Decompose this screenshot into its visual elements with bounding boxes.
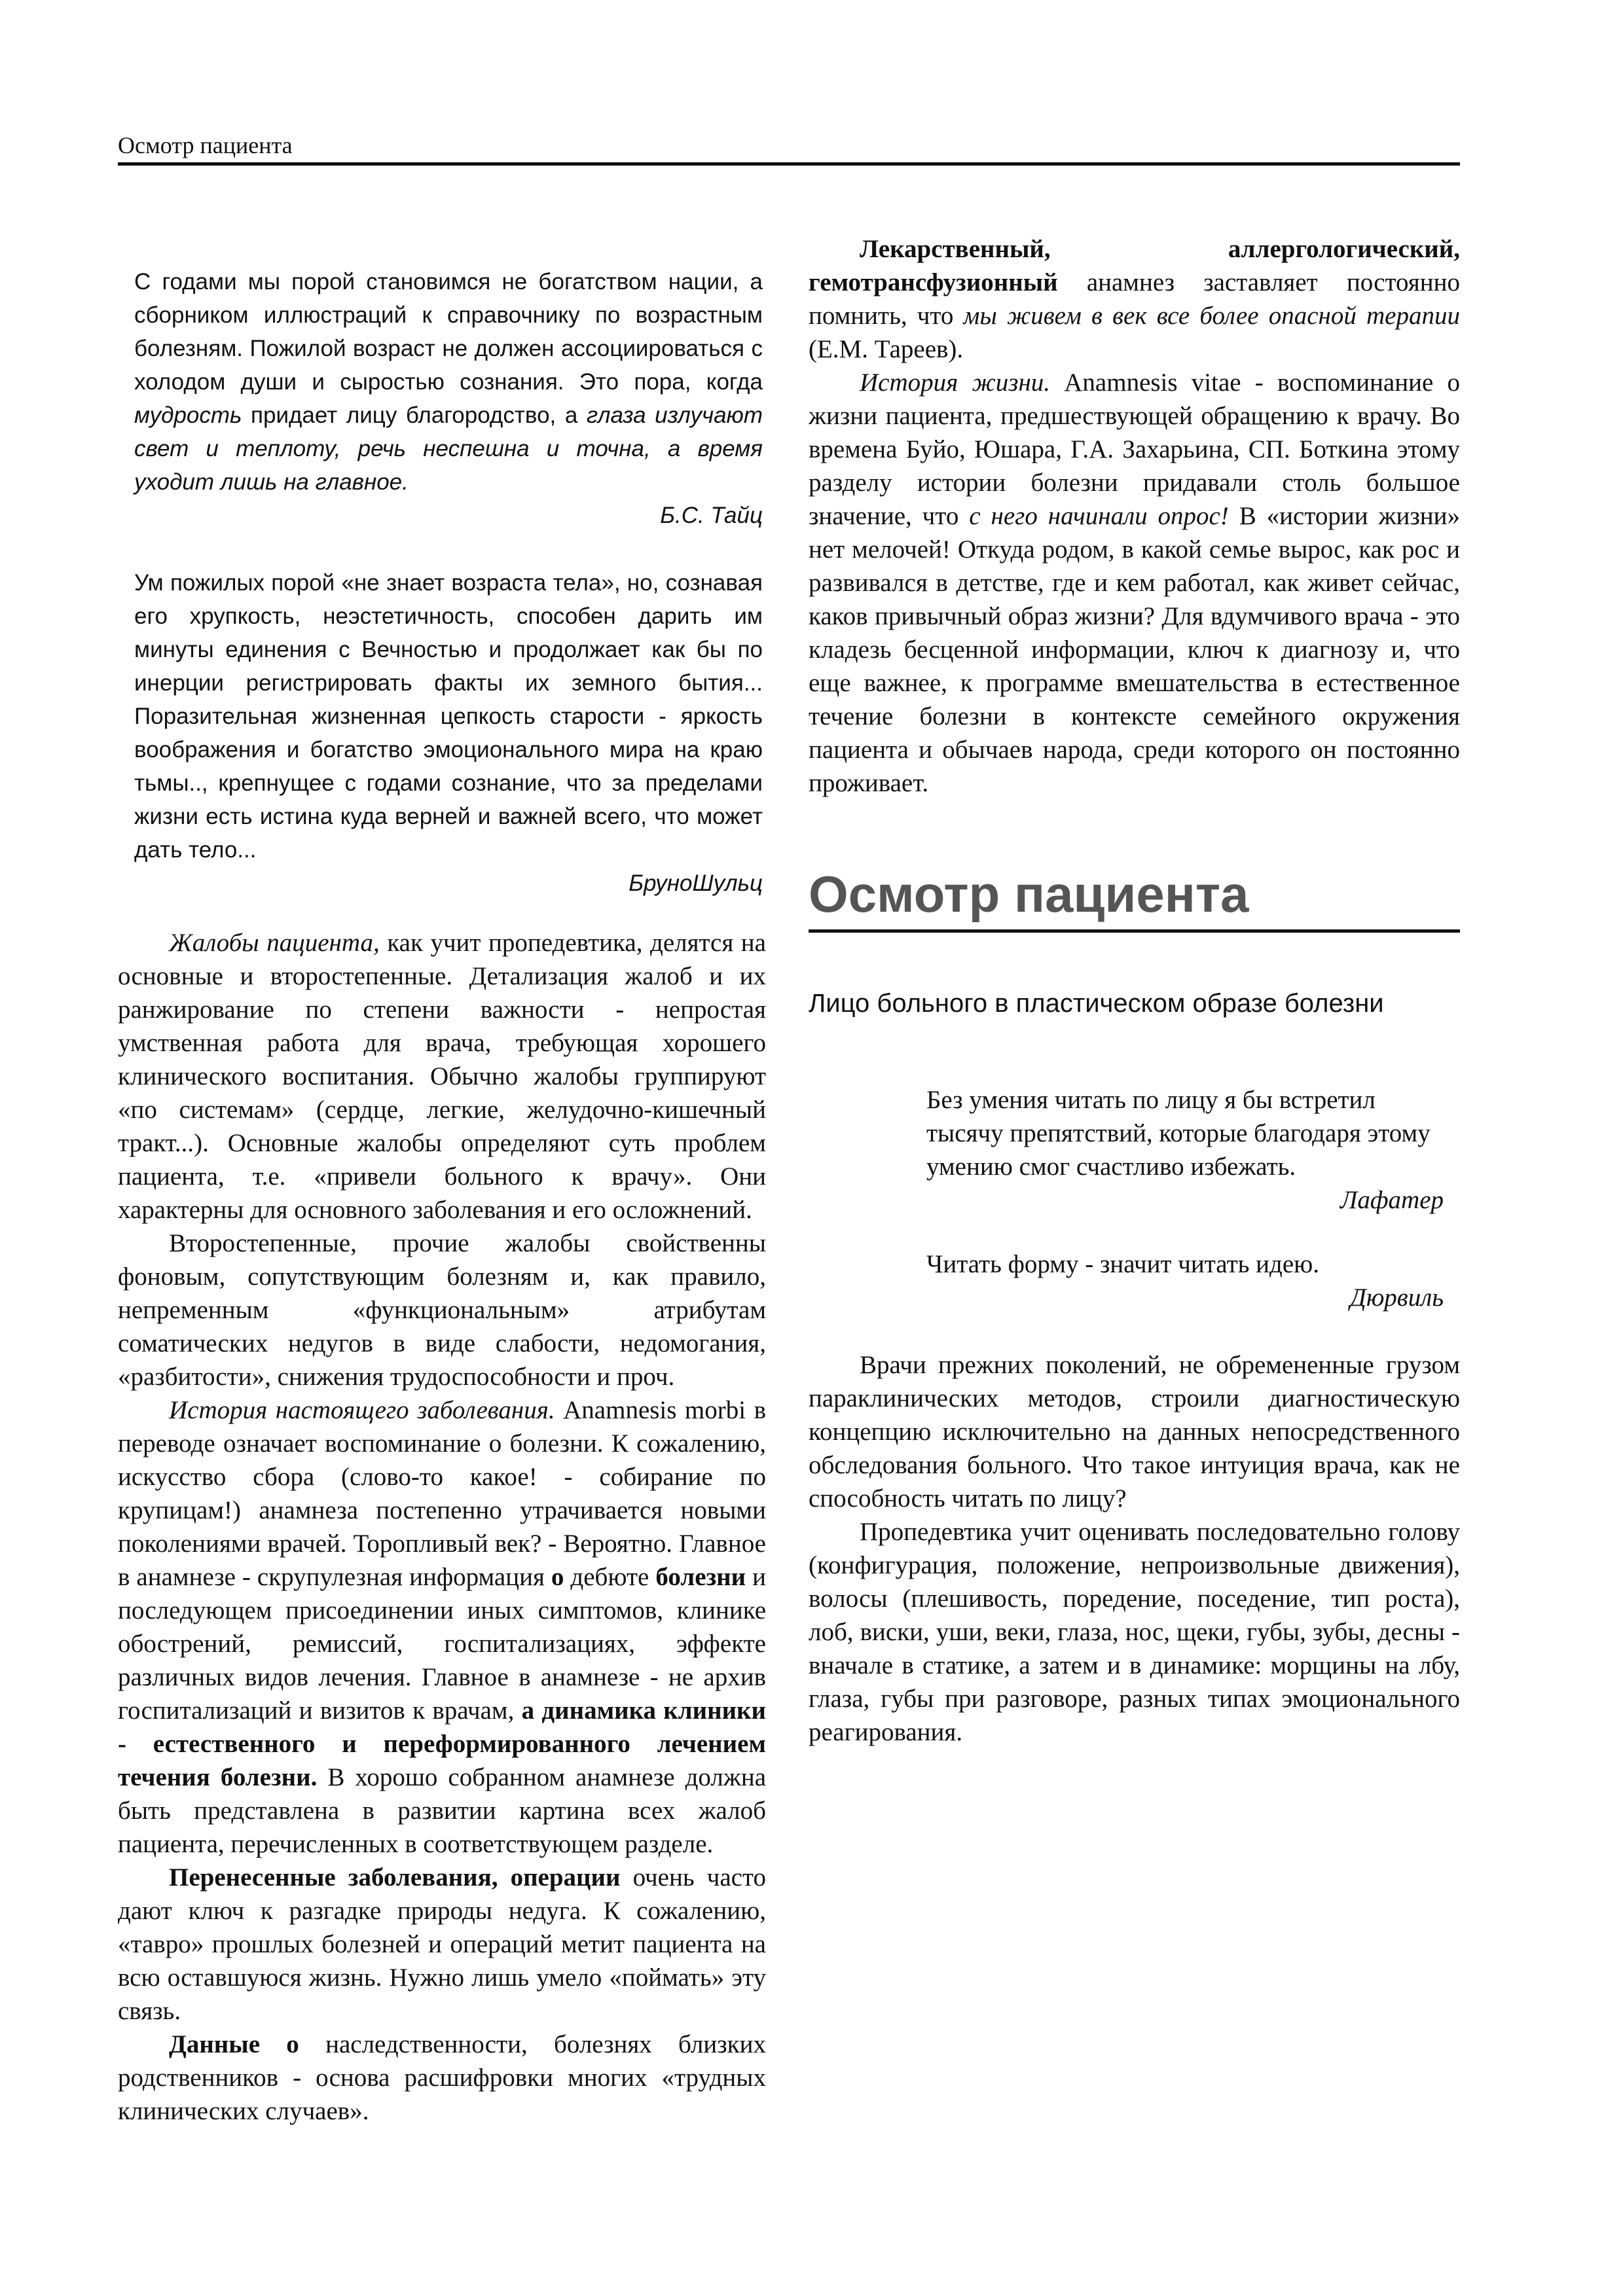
quote-2 (926, 1247, 1444, 1314)
right-body-top (809, 232, 1460, 800)
running-header (118, 131, 1460, 166)
present-illness-text: Anamnesis morbi в переводе означает воспоминание о болезни. К сожалению, искусство сбора (слово-то какое! - собирание по крупицам!) анамнеза постепенно утрачивается новыми поколениями врачей. Торопливый век? - Вероятно. Главное в анамнезе - скрупулезная информация (118, 1396, 766, 1591)
epigraph-1-part: придает лицу благородство, а (242, 403, 587, 428)
epigraph-1-part: С годами мы порой становимся не богатством нации, а сборником иллюстраций к справочнику по возрастным болезням. Пожилой возраст не должен ассоциироваться с холодом души и сыростью сознания. Это пора, когда (134, 269, 763, 395)
quote-1-author: Лафатер (1340, 1186, 1444, 1214)
drug-history-text: анамнез заставляет постоянно помнить, что (809, 268, 1460, 330)
epigraph-1-author: Б.С. Тайц (660, 503, 763, 528)
propedeutics-paragraph: Пропедевтика учит оценивать последовательно голову (конфигурация, положение, непроизвольные движения), волосы (плешивость, поредение, поседение, тип роста), лоб, виски, уши, веки, глаза, нос, щеки, губы, зубы, десны - вначале в статике, а затем и в динамике: морщины на лбу, глаза, губы при разговоре, разных типах эмоционального реагирования. (809, 1518, 1460, 1746)
drug-history-italic: мы живем в век все более опасной терапии (963, 302, 1460, 330)
present-illness-bold: о (551, 1563, 564, 1591)
present-illness-text: В хорошо собранном анамнезе должна быть представлена в развитии картина всех жалоб пациента, перечисленных в соответствующем разделе. (118, 1763, 766, 1858)
secondary-complaints-paragraph: Второстепенные, прочие жалобы свойственны фоновым, сопутствующим болезням и, как правило, непременным «функциональным» атрибутам соматических недугов в виде слабости, недомогания, «разбитости», снижения трудоспособности и проч. (118, 1229, 766, 1391)
life-history-text: В «истории жизни» нет мелочей! Откуда родом, в какой семье вырос, как рос и развивался в детстве, где и кем работал, как живет сейчас, каков привычный образ жизни? Для вдумчивого врача - это кладезь бесценной информации, ключ к диагнозу и, что еще важнее, к программе вмешательства в естественное течение болезни в контексте семейного окружения пациента и обычаев народа, среди которого он постоянно проживает. (809, 502, 1460, 797)
epigraph-1-text (134, 265, 763, 499)
epigraph-2-author: БруноШульц (629, 870, 763, 896)
present-illness-text: дебюте (564, 1563, 656, 1591)
epigraph-2-text: Ум пожилых порой «не знает возраста тела», но, сознавая его хрупкость, неэстетичность, способен дарить им минуты единения с Вечностью и продолжает как бы по инерции регистрировать факты их земного бытия... Поразительная жизненная цепкость старости - яркость воображения и богатство эмоционального мира на краю тьмы.., крепнущее с годами сознание, что за пределами жизни есть истина куда верней и важней всего, что может дать тело... (134, 570, 763, 863)
quote-2-text: Читать форму - значит читать идею. (926, 1250, 1320, 1278)
present-illness-bold: болезни (655, 1563, 746, 1591)
life-history-italic: с него начинали опрос! (969, 502, 1229, 530)
intuition-paragraph: Врачи прежних поколений, не обремененные грузом параклинических методов, строили диагностическую концепцию исключительно на данных непосредственного обследования больного. Что такое интуиция врача, как не способность читать по лицу? (809, 1351, 1460, 1513)
past-diseases-text: очень часто дают ключ к разгадке природы недуга. К сожалению, «тавро» прошлых болезней и операций метит пациента на всю оставшуюся жизнь. Нужно лишь умело «поймать» эту связь. (118, 1863, 766, 2025)
present-illness-term: История настоящего заболевания. (169, 1396, 555, 1424)
past-diseases-paragraph (118, 1861, 766, 2028)
heredity-paragraph (118, 2028, 766, 2128)
subsection-title: Лицо больного в пластическом образе болезни (809, 989, 1384, 1018)
section-title: Осмотр пациента (809, 863, 1460, 933)
complaints-term: Жалобы пациента, (169, 929, 380, 957)
drug-history-term: Лекарственный, аллергологический, гемотрансфузионный (809, 235, 1460, 296)
left-body (118, 926, 766, 2128)
present-illness-paragraph (118, 1393, 766, 1861)
quote-1-text: Без умения читать по лицу я бы встретил тысячу препятствий, которые благодаря этому умению смог счастливо избежать. (926, 1086, 1431, 1181)
epigraph-1-italic: глаза излучают свет и теплоту, речь неспешна и точна, а время уходит лишь на главное. (134, 403, 763, 495)
quote-1 (926, 1083, 1444, 1217)
heredity-term: Данные о (169, 2030, 299, 2058)
epigraph-1-italic: мудрость (134, 403, 242, 428)
present-illness-bold: а динамика клиники - естественного и переформированного лечением течения болезни. (118, 1696, 766, 1791)
present-illness-text: и последующем присоединении иных симптомов, клинике обострений, ремиссий, госпитализациях, эффекте различных видов лечения. Главное в анамнезе - не архив госпитализаций и визитов к врачам, (118, 1563, 766, 1725)
epigraph-1 (134, 265, 763, 532)
complaints-paragraph (118, 926, 766, 1227)
life-history-paragraph (809, 366, 1460, 800)
running-title: Осмотр пациента (118, 132, 293, 158)
life-history-term: История жизни. (860, 368, 1051, 397)
drug-history-text: (Е.М. Тареев). (809, 335, 964, 363)
complaints-text: как учит пропедевтика, делятся на основные и второстепенные. Детализация жалоб и их ранжирование по степени важности - непростая умственная работа для врача, требующая хорошего клинического воспитания. Обычно жалобы группируют «по системам» (сердце, легкие, желудочно-кишечный тракт...). Основные жалобы определяют суть проблем пациента, т.е. «привели больного к врачу». Они характерны для основного заболевания и его осложнений. (118, 929, 766, 1224)
drug-history-paragraph (809, 232, 1460, 366)
right-body-bottom (809, 1348, 1460, 1749)
heredity-text: наследственности, болезнях близких родственников - основа расшифровки многих «трудных клинических случаев». (118, 2030, 766, 2125)
quote-2-author: Дюрвиль (1350, 1283, 1444, 1312)
life-history-text: Anamnesis vitae - воспоминание о жизни пациента, предшествующей обращению к врачу. Во времена Буйо, Юшара, Г.А. Захарьина, СП. Боткина этому разделу истории болезни придавали столь большое значение, что (809, 368, 1460, 530)
past-diseases-term: Перенесенные заболевания, операции (169, 1863, 621, 1892)
epigraph-2 (134, 566, 763, 900)
